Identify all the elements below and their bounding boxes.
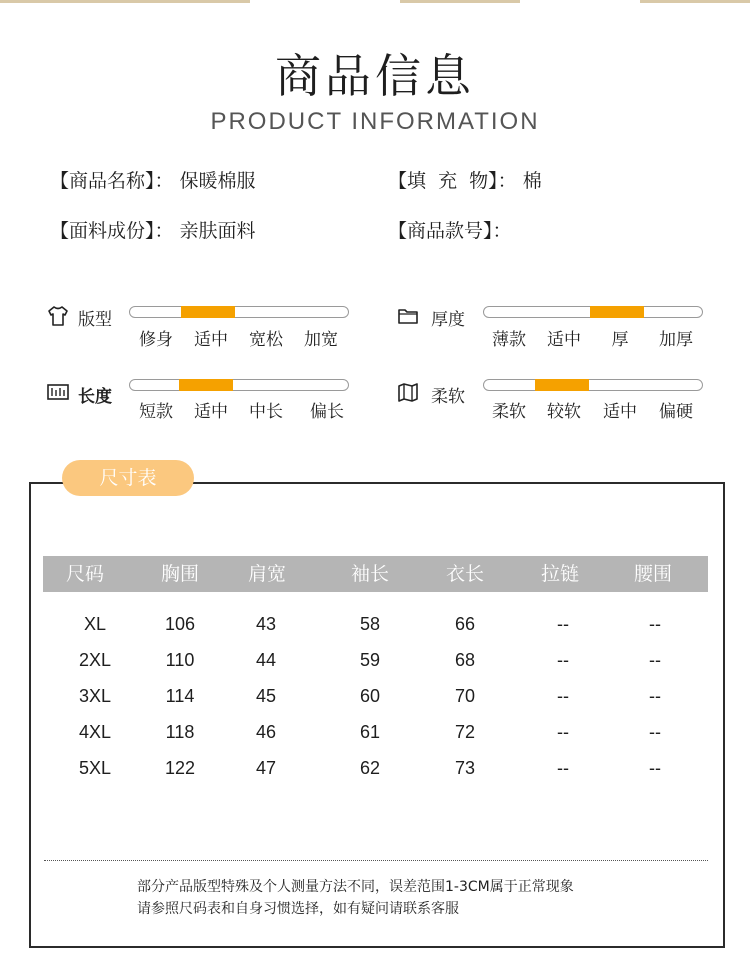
softness-option-3: 适中	[603, 402, 637, 422]
length-option-3: 中长	[249, 402, 283, 422]
cell-length: 73	[454, 758, 476, 778]
length-option-2: 适中	[194, 402, 228, 422]
cell-length: 70	[454, 686, 476, 706]
ruler-icon	[46, 380, 70, 404]
cell-shoulder: 46	[255, 722, 277, 742]
note-divider	[44, 860, 708, 861]
cell-waist: --	[649, 686, 661, 706]
header-zipper: 拉链	[540, 563, 579, 585]
header-length: 衣长	[445, 563, 484, 585]
size-table-tab: 尺寸表	[62, 460, 194, 496]
cell-chest: 118	[165, 722, 195, 742]
size-table-header	[43, 556, 708, 592]
cell-length: 72	[454, 722, 476, 742]
cell-length: 66	[454, 614, 476, 634]
cell-sleeve: 60	[359, 686, 381, 706]
cell-sleeve: 58	[359, 614, 381, 634]
info-fabric: 【面料成份】： 亲肤面料	[50, 220, 256, 242]
cell-size: 5XL	[78, 758, 112, 778]
cell-chest: 106	[164, 614, 196, 634]
attr-length-label: 长度	[78, 387, 112, 407]
cell-sleeve: 59	[359, 650, 381, 670]
tshirt-icon	[46, 304, 70, 328]
map-icon	[396, 380, 420, 404]
softness-option-2: 较软	[547, 402, 581, 422]
page-subtitle: PRODUCT INFORMATION	[210, 108, 540, 135]
cell-size: 2XL	[78, 650, 112, 670]
cell-size: 4XL	[78, 722, 112, 742]
size-note-line-1: 部分产品版型特殊及个人测量方法不同，误差范围1-3CM属于正常现象	[137, 879, 574, 895]
cell-shoulder: 45	[255, 686, 277, 706]
header-chest: 胸围	[160, 563, 199, 585]
cell-length: 68	[454, 650, 476, 670]
page-title: 商品信息	[275, 49, 475, 103]
thickness-option-2: 适中	[547, 330, 581, 350]
length-option-1: 短款	[139, 402, 173, 422]
top-divider-left	[0, 0, 250, 3]
cell-shoulder: 43	[255, 614, 277, 634]
header-size: 尺码	[65, 563, 104, 585]
softness-option-1: 柔软	[492, 402, 526, 422]
softness-option-4: 偏硬	[659, 402, 693, 422]
fit-scale-fill	[181, 306, 235, 318]
thickness-option-3: 厚	[611, 330, 629, 350]
attr-softness-label: 柔软	[431, 387, 465, 407]
cell-waist: --	[649, 722, 661, 742]
cell-waist: --	[649, 650, 661, 670]
header-waist: 腰围	[633, 563, 672, 585]
cell-shoulder: 44	[255, 650, 277, 670]
attr-thickness-label: 厚度	[431, 310, 465, 330]
cell-zipper: --	[557, 614, 569, 634]
thickness-scale-fill	[590, 306, 644, 318]
cell-waist: --	[649, 758, 661, 778]
cell-chest: 122	[164, 758, 196, 778]
softness-scale-fill	[535, 379, 589, 391]
cell-size: 3XL	[78, 686, 112, 706]
softness-scale	[483, 379, 703, 391]
folder-icon	[396, 304, 420, 328]
fit-option-4: 加宽	[304, 330, 338, 350]
top-divider-right	[640, 0, 750, 3]
size-note-line-2: 请参照尺码表和自身习惯选择，如有疑问请联系客服	[137, 901, 459, 917]
info-model-number: 【商品款号】：	[388, 220, 512, 242]
cell-waist: --	[649, 614, 661, 634]
length-option-4: 偏长	[310, 402, 344, 422]
top-divider-center	[400, 0, 520, 3]
cell-chest: 114	[165, 686, 195, 706]
cell-shoulder: 47	[255, 758, 277, 778]
info-filling: 【填 充 物】： 棉	[388, 170, 542, 192]
thickness-scale	[483, 306, 703, 318]
cell-zipper: --	[557, 686, 569, 706]
cell-sleeve: 62	[359, 758, 381, 778]
header-shoulder: 肩宽	[247, 563, 286, 585]
attr-fit-label: 版型	[78, 310, 112, 330]
fit-option-1: 修身	[139, 330, 173, 350]
info-product-name: 【商品名称】： 保暖棉服	[50, 170, 256, 192]
cell-sleeve: 61	[359, 722, 381, 742]
cell-size: XL	[83, 614, 107, 634]
fit-option-2: 适中	[194, 330, 228, 350]
cell-zipper: --	[557, 722, 569, 742]
thickness-option-1: 薄款	[492, 330, 526, 350]
thickness-option-4: 加厚	[659, 330, 693, 350]
length-scale	[129, 379, 349, 391]
fit-scale	[129, 306, 349, 318]
cell-zipper: --	[557, 758, 569, 778]
header-sleeve: 袖长	[350, 563, 389, 585]
fit-option-3: 宽松	[249, 330, 283, 350]
cell-zipper: --	[557, 650, 569, 670]
length-scale-fill	[179, 379, 233, 391]
cell-chest: 110	[165, 650, 195, 670]
